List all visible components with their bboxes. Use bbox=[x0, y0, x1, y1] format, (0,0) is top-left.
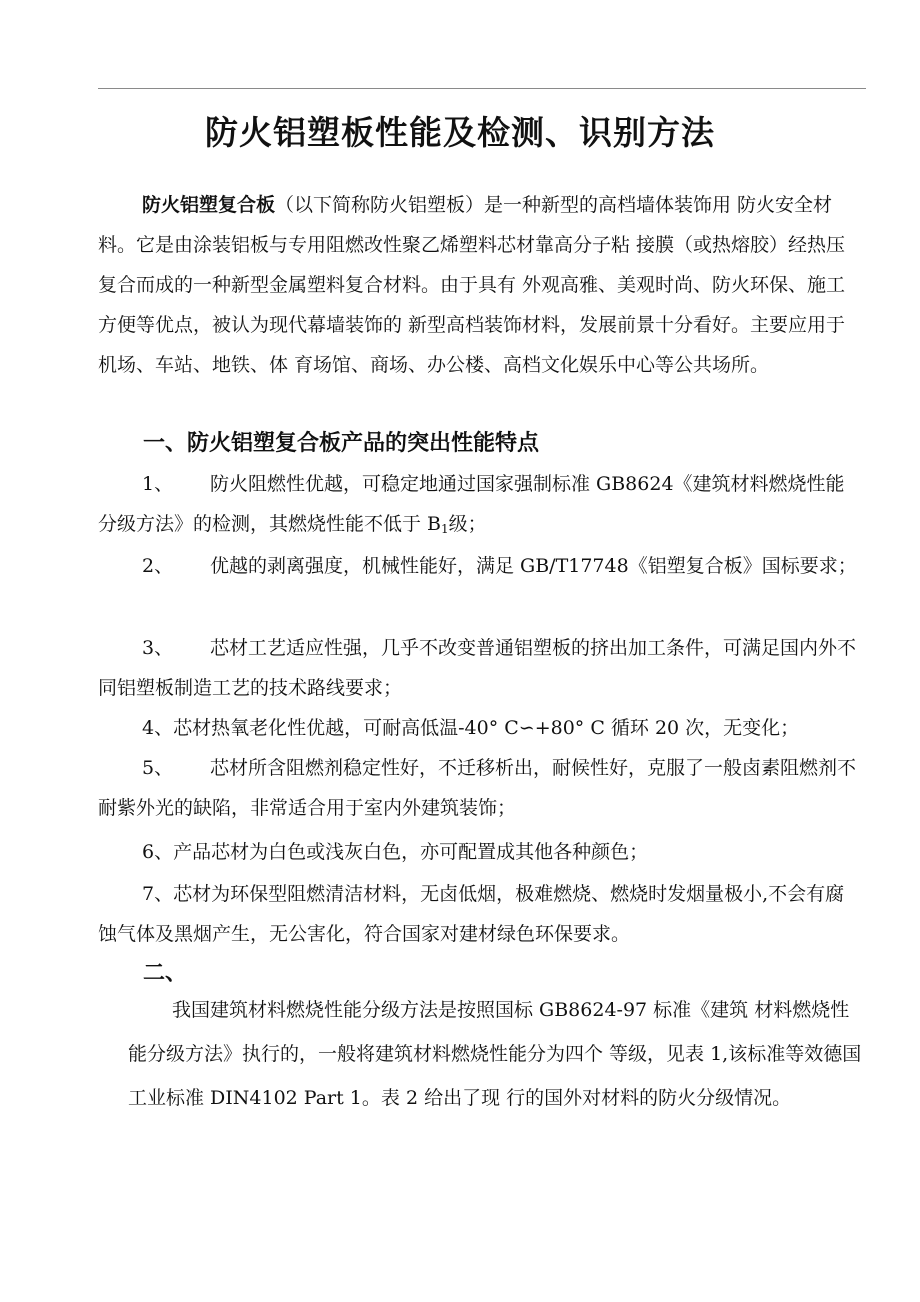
list-item-3 bbox=[98, 628, 863, 708]
list-item-number: 7、 bbox=[142, 883, 174, 905]
list-item-text: 防火阻燃性优越，可稳定地通过国家强制标准 GB8624《建筑材料燃烧性能分级方法》的检测，其燃烧性能不低于 B bbox=[98, 473, 845, 535]
list-item-1 bbox=[98, 464, 863, 549]
list-item-text: 芯材所含阻燃剂稳定性好，不迁移析出，耐候性好，克服了一般卤素阻燃剂不耐紫外光的缺陷，非常适合用于室内外建筑装饰； bbox=[98, 757, 857, 819]
list-item-subscript: 1 bbox=[441, 522, 449, 536]
list-item-number: 6、 bbox=[142, 841, 174, 863]
list-item-number: 4、 bbox=[142, 717, 174, 739]
list-item-number: 2、 bbox=[142, 555, 174, 577]
list-item-text: 产品芯材为白色或浅灰白色，亦可配置成其他各种颜色； bbox=[173, 841, 649, 863]
list-item-4 bbox=[98, 708, 863, 748]
list-item-2 bbox=[98, 546, 863, 586]
list-item-7 bbox=[98, 874, 863, 954]
section-2-text: 我国建筑材料燃烧性能分级方法是按照国标 GB8624-97 标准《建筑 材料燃烧性能分级方法》执行的，一般将建筑材料燃烧性能分为四个 等级，见表 1,该标准等效德国工业标准 DIN4102 Part 1。表 2 给出了现 行的国外对材料的防火分级情况。 bbox=[128, 999, 862, 1109]
list-item-text: 芯材热氧老化性优越，可耐高低温-40° C∽+80° C 循环 20 次，无变化； bbox=[173, 717, 800, 739]
list-item-6 bbox=[98, 832, 863, 872]
list-item-text: 芯材工艺适应性强，几乎不改变普通铝塑板的挤出加工条件，可满足国内外不同铝塑板制造工艺的技术路线要求； bbox=[98, 637, 857, 699]
list-item-number: 3、 bbox=[142, 637, 174, 659]
list-item-tail: 级； bbox=[448, 513, 487, 535]
list-item-number: 1、 bbox=[142, 473, 174, 495]
intro-lead: 防火铝塑复合板 bbox=[142, 194, 276, 216]
section-2-heading: 二、 bbox=[143, 961, 188, 986]
list-item-number: 5、 bbox=[142, 757, 174, 779]
section-1-heading: 一、防火铝塑复合板产品的突出性能特点 bbox=[143, 431, 540, 456]
list-item-text: 芯材为环保型阻燃清洁材料，无卤低烟，极难燃烧、燃烧时发烟量极小,不会有腐蚀气体及黑烟产生，无公害化，符合国家对建材绿色环保要求。 bbox=[98, 883, 845, 945]
intro-text: （以下简称防火铝塑板）是一种新型的高档墙体装饰用 防火安全材料。它是由涂装铝板与专用阻燃改性聚乙烯塑料芯材靠高分子粘 接膜（或热熔胶）经热压复合而成的一种新型金属塑料复合材料。由于具有 外观高雅、美观时尚、防火环保、施工方便等优点，被认为现代幕墙装饰的 新型高档装饰材料，发展前景十分看好。主要应用于机场、车站、地铁、体 育场馆、商场、办公楼、高档文化娱乐中心等公共场所。 bbox=[98, 194, 846, 376]
document-title: 防火铝塑板性能及检测、识别方法 bbox=[205, 113, 715, 153]
list-item-5 bbox=[98, 748, 863, 828]
header-rule bbox=[98, 88, 866, 89]
intro-paragraph bbox=[98, 185, 858, 385]
section-2-paragraph bbox=[128, 988, 866, 1120]
list-item-text: 优越的剥离强度，机械性能好，满足 GB/T17748《铝塑复合板》国标要求； bbox=[210, 555, 857, 577]
